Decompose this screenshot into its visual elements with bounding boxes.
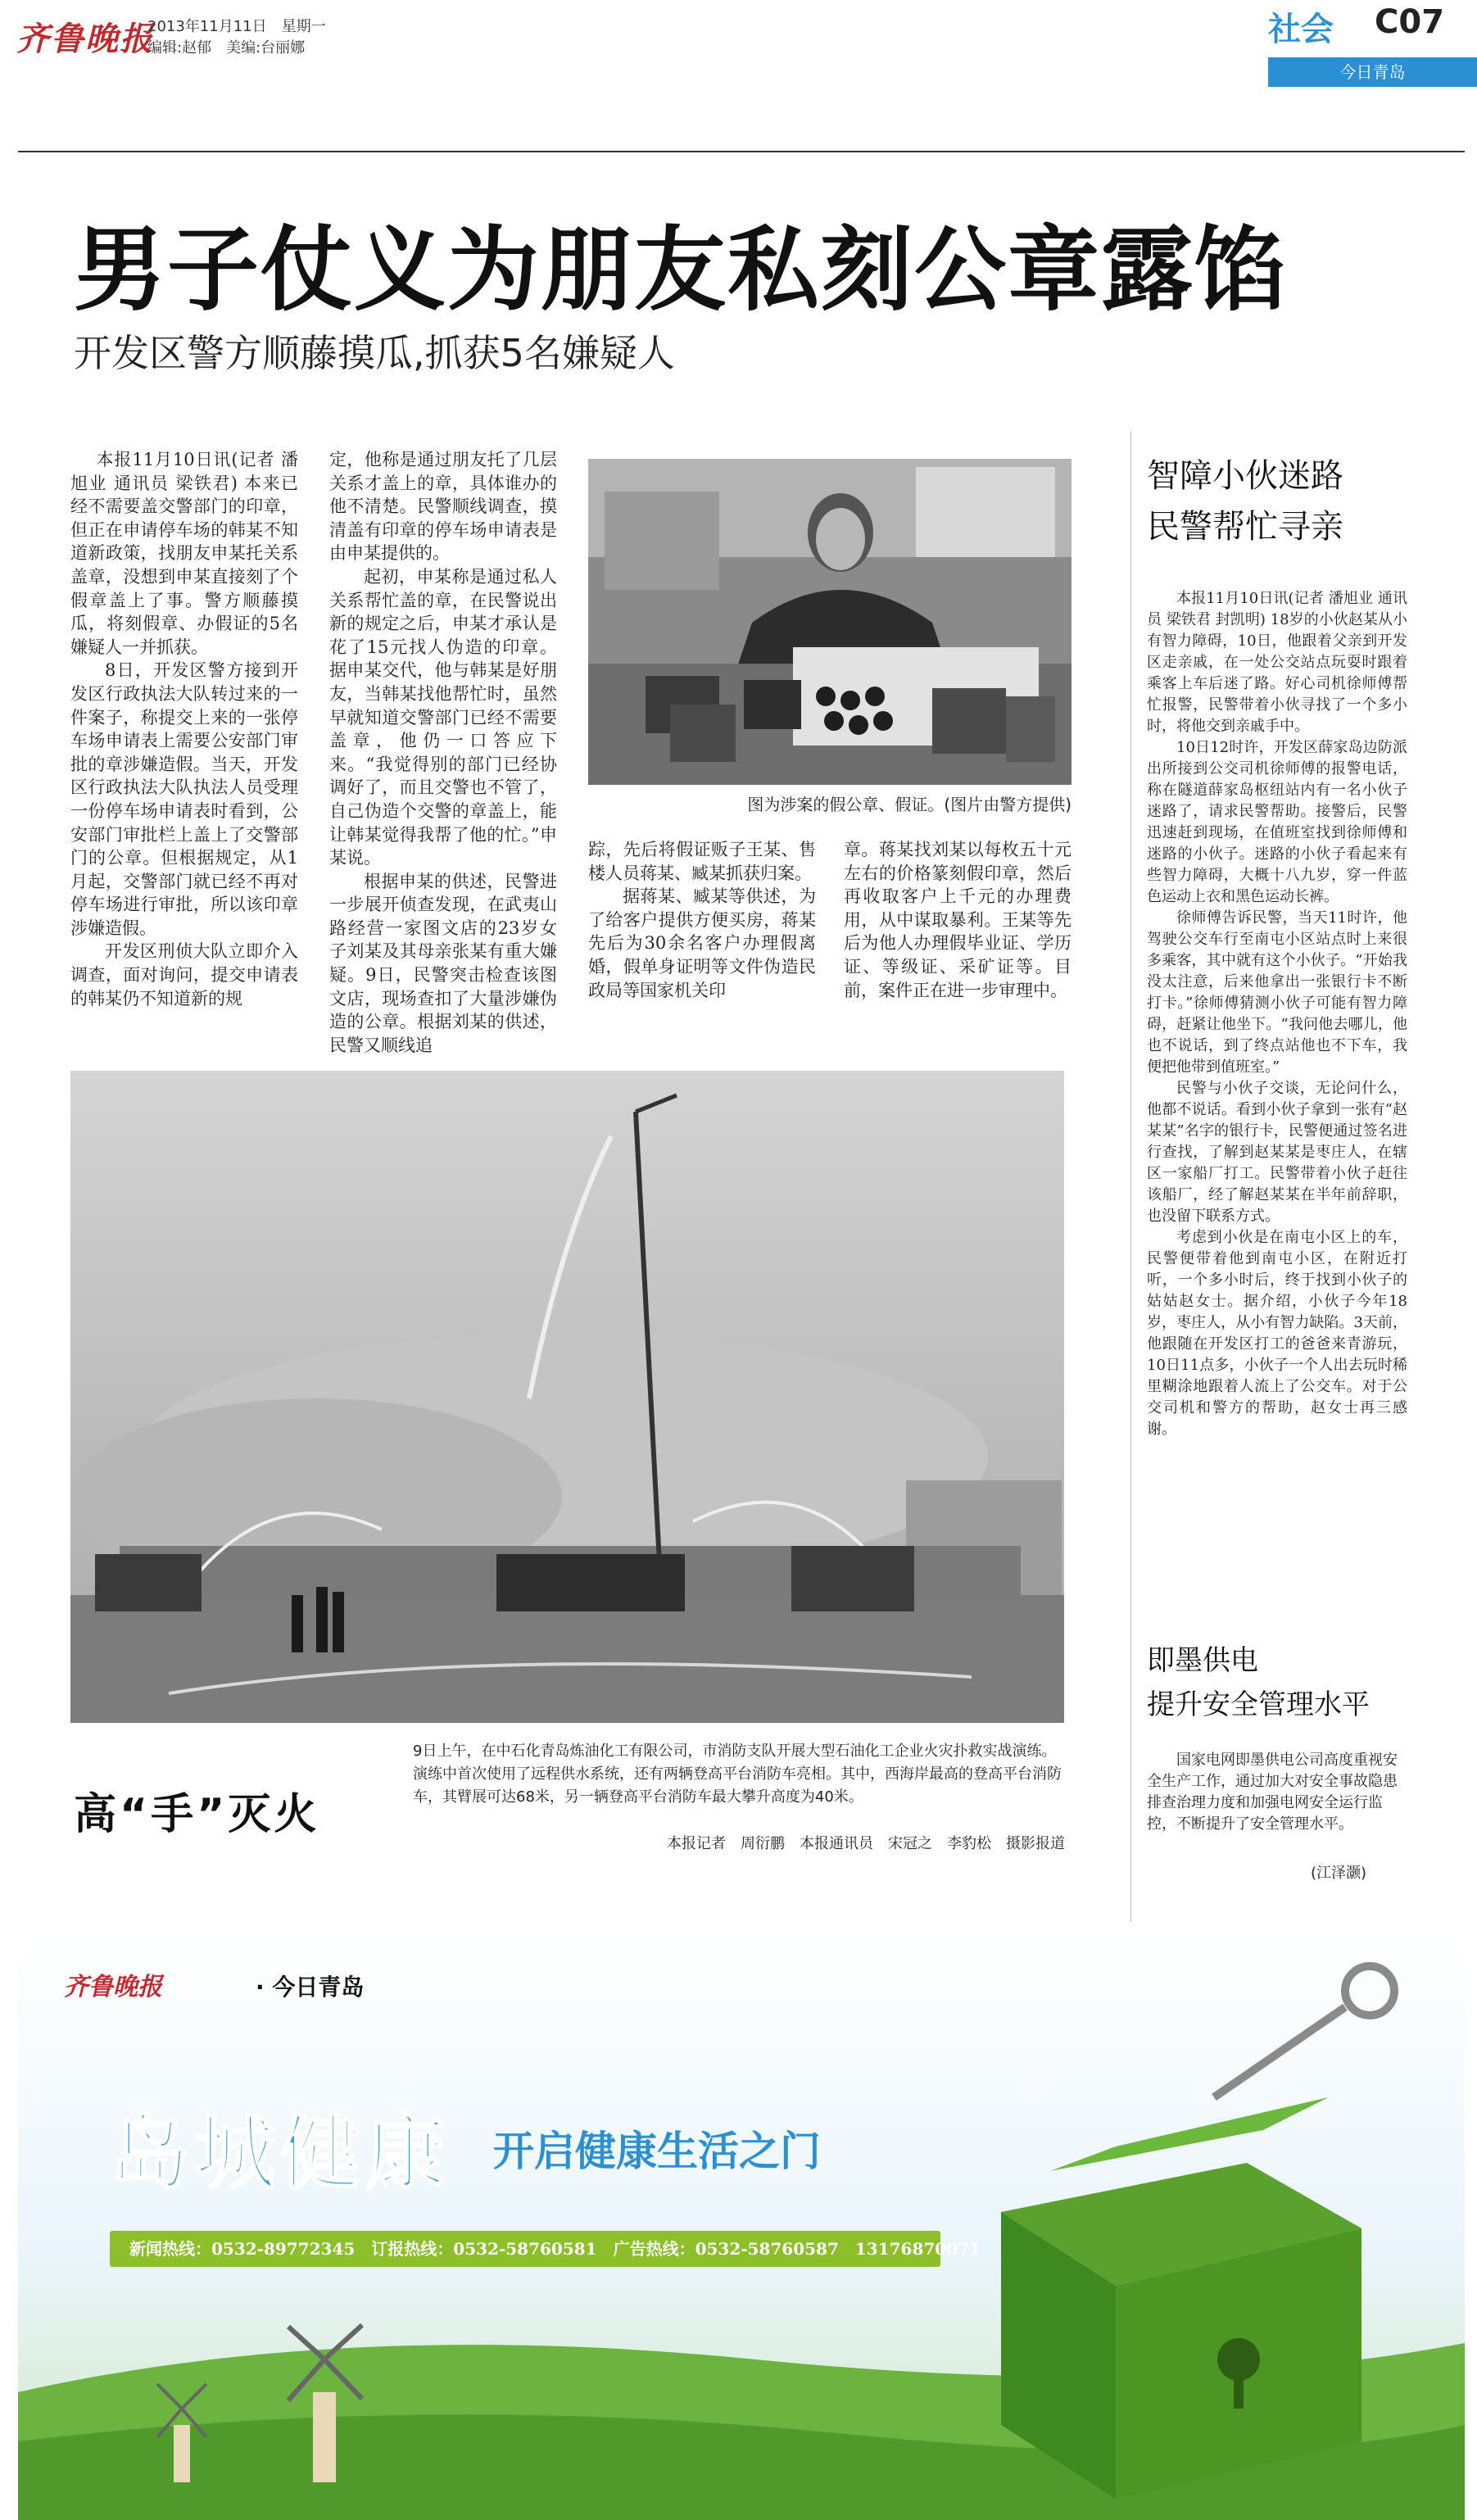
section-name: 社会 <box>1268 11 1334 48</box>
side-story2-title <box>1147 1638 1370 1727</box>
advert-title: 岛城健康 <box>110 2107 451 2200</box>
article-column-3 <box>588 838 816 1027</box>
paragraph: 章。蒋某找刘某以每枚五十元左右的价格篆刻假印章，然后再收取客户上千元的办理费用，从中谋取暴利。王某等先后为他人办理假毕业证、学历证、等级证、采矿证等。目前，案件正在进一步审理中。 <box>844 840 1072 1000</box>
fire-story-title: 高“手”灭火 <box>74 1790 320 1839</box>
masthead-meta <box>147 16 326 59</box>
fire-drill-photo <box>70 1071 1064 1723</box>
evidence-photo-image <box>588 459 1072 785</box>
paragraph: 徐师傅告诉民警，当天11时许，他驾驶公交车行至南屯小区站点时上来很多乘客，其中就有这个小伙子。“开始我没太注意，后来他拿出一张银行卡不断打卡。”徐师傅猜测小伙子可能有智力障碍，赶紧让他坐下。“我问他去哪儿，他也不说话，到了终点站他也不下车，我便把他带到值班室。” <box>1147 909 1407 1076</box>
side-story-title <box>1147 451 1343 552</box>
paragraph: 民警与小伙子交谈，无论问什么，他都不说话。看到小伙子拿到一张有“赵某某”名字的银行卡，民警便通过签名进行查找，了解到赵某某是枣庄人，在辖区一家船厂打工。民警带着小伙子赶往该船厂，经了解赵某某在半年前辞职，也没留下联系方式。 <box>1147 1080 1407 1225</box>
section-tag: 今日青岛 <box>1268 57 1477 87</box>
fire-story-credit: 本报记者 周衍鹏 本报通讯员 宋冠之 李豹松 摄影报道 <box>667 1835 1065 1852</box>
advert-brand-suffix: · 今日青岛 <box>256 1974 365 2001</box>
paragraph: 开发区刑侦大队立即介入调查，面对询问，提交申请表的韩某仍不知道新的规 <box>70 941 298 1008</box>
paragraph: 据蒋某、臧某等供述，为了给客户提供方便买房，蒋某先后为30余名客户办理假离婚，假单身证明等文件伪造民政局等国家机关印 <box>588 886 816 1000</box>
paragraph: 起初，申某称是通过私人关系帮忙盖的章，在民警说出新的规定之后，申某才承认是花了15元找人伪造的印章。据申某交代，他与韩某是好朋友，当韩某找他帮忙时，虽然早就知道交警部门已经不需要盖章，他仍一口答应下来。“我觉得别的部门已经协调好了，而且交警也不管了，自己伪造个交警的章盖上，能让韩某觉得我帮了他的忙。”申某说。 <box>329 566 557 868</box>
issue-date: 2013年11月11日 星期一 <box>147 18 326 35</box>
article-column-1 <box>70 448 298 1022</box>
paragraph: 考虑到小伙是在南屯小区上的车，民警便带着他到南屯小区，在附近打听，一个多小时后，终于找到小伙子的姑姑赵女士。据介绍，小伙子今年18岁，枣庄人，从小有智力缺陷。3天前，他跟随在开发区打工的爸爸来青游玩，10日11点多，小伙子一个人出去玩时稀里糊涂地跟着人流上了公交车。对于公交司机和警方的帮助，赵女士再三感谢。 <box>1147 1229 1407 1438</box>
paragraph: 本报11月10日讯(记者 潘旭业 通讯员 梁铁君) 本来已经不需要盖交警部门的印章，但正在申请停车场的韩某不知道新政策，找朋友申某托关系盖章，没想到申某直接刻了个假章盖上了事。警方顺藤摸瓜，将刻假章、办假证的5名嫌疑人一并抓获。 <box>70 450 298 657</box>
advert-background <box>18 1933 1465 2520</box>
header-divider <box>18 151 1465 152</box>
side-story2-title-line: 提升安全管理水平 <box>1147 1688 1370 1721</box>
advert-banner <box>18 1933 1465 2520</box>
article-column-4 <box>844 838 1072 1027</box>
side-story2-body: 国家电网即墨供电公司高度重视安全生产工作，通过加大对安全事故隐患排查治理力度和加强电网安全运行监控，不断提升了安全管理水平。 <box>1147 1752 1398 1833</box>
paragraph: 踪，先后将假证贩子王某、售楼人员蒋某、臧某抓获归案。 <box>588 840 816 883</box>
fire-story-text: 9日上午，在中石化青岛炼油化工有限公司，市消防支队开展大型石油化工企业火灾扑救实战演练。演练中首次使用了远程供水系统，还有两辆登高平台消防车亮相。其中，西海岸最高的登高平台消防车，其臂展可达68米，另一辆登高平台消防车最大攀升高度为40米。 <box>413 1743 1062 1806</box>
paragraph: 8日，开发区警方接到开发区行政执法大队转过来的一件案子，称提交上来的一张停车场申请表上需要公安部门审批的章涉嫌造假。当天，开发区行政执法大队执法人员受理一份停车场申请表时看到，公安部门审批栏上盖上了交警部门的公章。但根据规定，从1月起，交警部门就已经不再对停车场进行审批，所以该印章涉嫌造假。 <box>70 660 298 938</box>
paragraph: 定，他称是通过朋友托了几层关系才盖上的章，具体谁办的他不清楚。民警顺线调查，摸清盖有印章的停车场申请表是由申某提供的。 <box>329 450 557 564</box>
side-story-body <box>1147 588 1407 1620</box>
advert-slogan: 开启健康生活之门 <box>493 2128 821 2175</box>
section-header <box>1268 3 1477 85</box>
subheadline: 开发区警方顺藤摸瓜,抓获5名嫌疑人 <box>74 331 675 375</box>
side-story-title-line: 智障小伙迷路 <box>1147 457 1343 495</box>
advert-brand: 齐鲁晚报 <box>64 1973 162 2001</box>
article-column-2 <box>329 448 557 1055</box>
fire-drill-photo-image <box>70 1071 1064 1723</box>
masthead-logo: 齐鲁晚报 <box>16 20 154 58</box>
evidence-photo <box>588 459 1072 785</box>
paragraph: 根据申某的供述，民警进一步展开侦查发现，在武夷山路经营一家图文店的23岁女子刘某及其母亲张某有重大嫌疑。9日，民警突击检查该图文店，现场查扣了大量涉嫌伪造的公章。根据刘某的供述，民警又顺线追 <box>329 871 557 1055</box>
evidence-photo-caption: 图为涉案的假公章、假证。(图片由警方提供) <box>747 795 1072 814</box>
column-divider <box>1130 431 1131 1922</box>
side-story2-author: (江泽灏) <box>1311 1865 1367 1882</box>
paragraph: 10日12时许，开发区薛家岛边防派出所接到公交司机徐师傅的报警电话，称在隧道薛家岛枢纽站内有一名小伙子迷路了，请求民警帮助。接警后，民警迅速赶到现场，在值班室找到徐师傅和迷路的小伙子。迷路的小伙子看起来有些智力障碍，大概十八九岁，穿一件蓝色运动上衣和黑色运动长裤。 <box>1147 739 1407 905</box>
side-story2-title-line: 即墨供电 <box>1147 1644 1258 1677</box>
paragraph: 本报11月10日讯(记者 潘旭业 通讯员 梁铁君 封凯明) 18岁的小伙赵某从小有智力障碍，10日，他跟着父亲到开发区走亲戚，在一处公交站点玩耍时跟着乘客上车后迷了路。好心司机徐师傅帮忙报警，民警带着小伙寻找了一个多小时，将他交到亲戚手中。 <box>1147 590 1407 735</box>
page-code: C07 <box>1375 3 1445 41</box>
side-story-title-line: 民警帮忙寻亲 <box>1147 508 1343 546</box>
headline: 男子仗义为朋友私刻公章露馅 <box>74 217 1288 324</box>
editors: 编辑:赵郁 美编:台丽娜 <box>147 39 306 57</box>
advert-hotlines: 新闻热线：0532-89772345 订报热线：0532-58760581 广告热线：0532-58760587 13176870071 <box>110 2231 940 2267</box>
